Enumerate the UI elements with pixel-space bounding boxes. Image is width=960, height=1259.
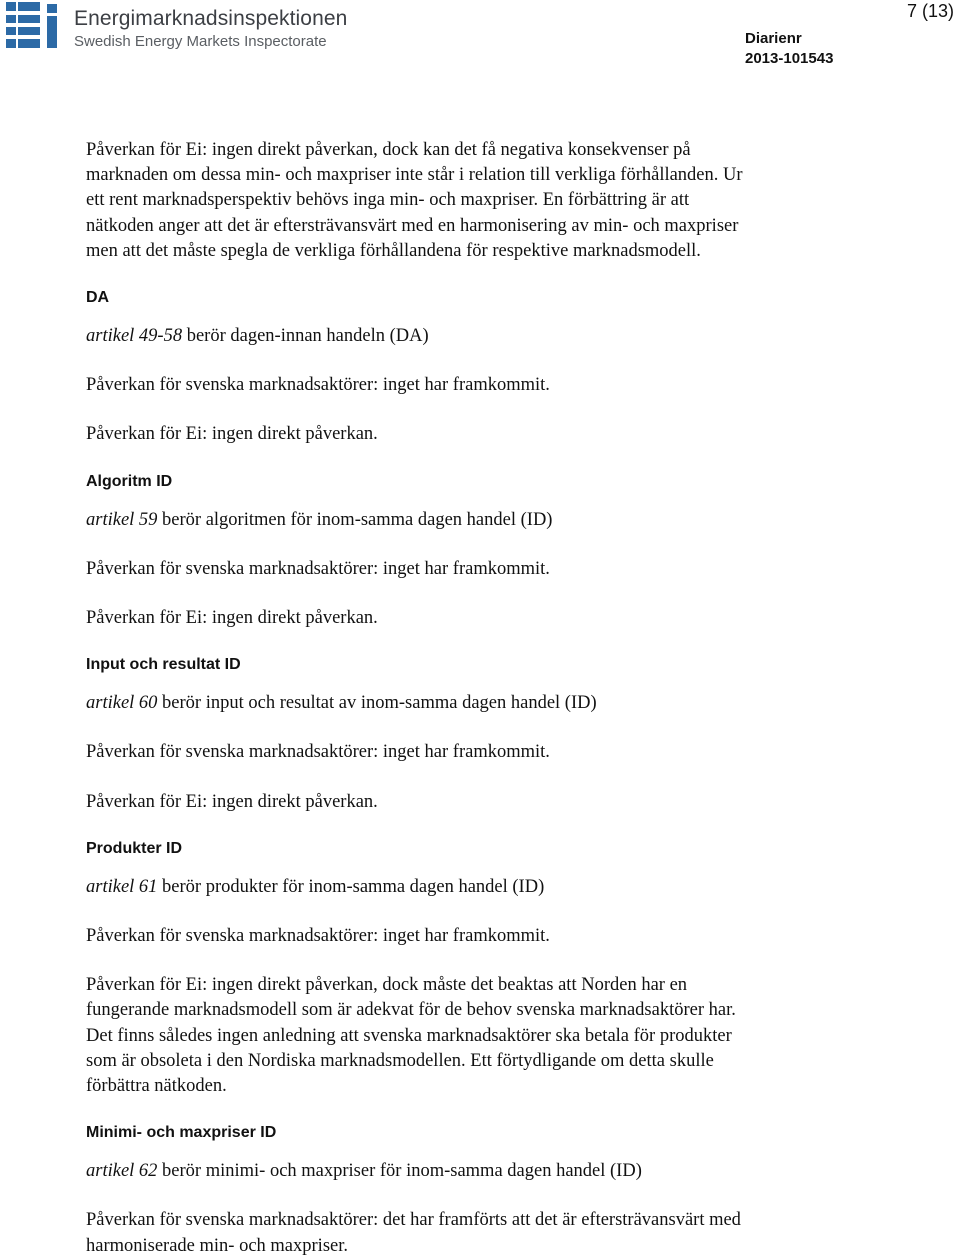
article-ref: artikel 60 [86, 693, 158, 714]
text-line: fungerande marknadsmodell som är adekvat för de behov svenska marknadsaktörer har. [86, 1000, 736, 1021]
intro-paragraph [86, 138, 846, 264]
text-line: marknaden om dessa min- och maxpriser inte står i relation till verkliga förhållanden. Ur [86, 165, 743, 186]
text-line: nätkoden anger att det är eftersträvansvärt med en harmonisering av min- och maxpriser [86, 215, 739, 236]
text-line: ett rent marknadsperspektiv behövs inga min- och maxpriser. En förbättring är att [86, 190, 690, 211]
diarienr-label: Diarienr [745, 30, 802, 47]
article-ref: artikel 62 [86, 1161, 158, 1182]
actors-impact: Påverkan för svenska marknadsaktörer: inget har framkommit. [86, 558, 550, 579]
org-name-en: Swedish Energy Markets Inspectorate [74, 33, 327, 50]
diarienr-value: 2013-101543 [745, 50, 834, 67]
ei-impact [86, 973, 846, 1099]
page-number: 7 (13) [906, 1, 954, 21]
text-line: Påverkan för Ei: ingen direkt påverkan, dock måste det beaktas att Norden har en [86, 975, 688, 996]
section-heading-da: DA [86, 289, 110, 307]
document-body [86, 138, 846, 1259]
actors-impact: Påverkan för svenska marknadsaktörer: inget har framkommit. [86, 742, 550, 763]
section-heading-minimi: Minimi- och maxpriser ID [86, 1124, 277, 1142]
section-heading-produkter: Produkter ID [86, 839, 183, 857]
actors-impact [86, 1208, 846, 1258]
section-heading-input: Input och resultat ID [86, 656, 241, 674]
article-line [86, 324, 846, 349]
org-name: Energimarknadsinspektionen [74, 7, 348, 30]
logo [6, 0, 348, 52]
article-text: berör produkter för inom-samma dagen handel (ID) [157, 876, 545, 897]
article-line [86, 508, 846, 533]
actors-impact: Påverkan för svenska marknadsaktörer: inget har framkommit. [86, 375, 550, 396]
ei-logo-icon [6, 0, 62, 50]
article-text: berör minimi- och maxpriser för inom-samma dagen handel (ID) [157, 1161, 642, 1182]
ei-impact: Påverkan för Ei: ingen direkt påverkan. [86, 608, 378, 629]
text-line: förbättra nätkoden. [86, 1076, 227, 1097]
ei-impact: Påverkan för Ei: ingen direkt påverkan. [86, 791, 378, 812]
text-line: Påverkan för Ei: ingen direkt påverkan, dock kan det få negativa konsekvenser på [86, 140, 691, 160]
ei-impact: Påverkan för Ei: ingen direkt påverkan. [86, 424, 378, 445]
text-line: harmoniserade min- och maxpriser. [86, 1235, 348, 1256]
text-line: som är obsoleta i den Nordiska marknadsmodellen. Ett förtydligande om detta skulle [86, 1050, 714, 1071]
article-line [86, 1159, 846, 1184]
article-text: berör dagen-innan handeln (DA) [182, 326, 429, 347]
text-line: Påverkan för svenska marknadsaktörer: det har framförts att det är eftersträvansvärt med [86, 1210, 741, 1231]
article-line [86, 691, 846, 716]
actors-impact: Påverkan för svenska marknadsaktörer: inget har framkommit. [86, 926, 550, 947]
article-text: berör algoritmen för inom-samma dagen handel (ID) [157, 509, 553, 530]
article-ref: artikel 61 [86, 876, 158, 897]
article-text: berör input och resultat av inom-samma dagen handel (ID) [157, 693, 597, 714]
text-line: men att det måste spegla de verkliga förhållandena för respektive marknadsmodell. [86, 240, 701, 261]
section-heading-algoritm: Algoritm ID [86, 472, 173, 490]
article-line [86, 875, 846, 900]
text-line: Det finns således ingen anledning att svenska marknadsaktörer ska betala för produkter [86, 1025, 732, 1046]
article-ref: artikel 49-58 [86, 326, 183, 347]
article-ref: artikel 59 [86, 509, 158, 530]
